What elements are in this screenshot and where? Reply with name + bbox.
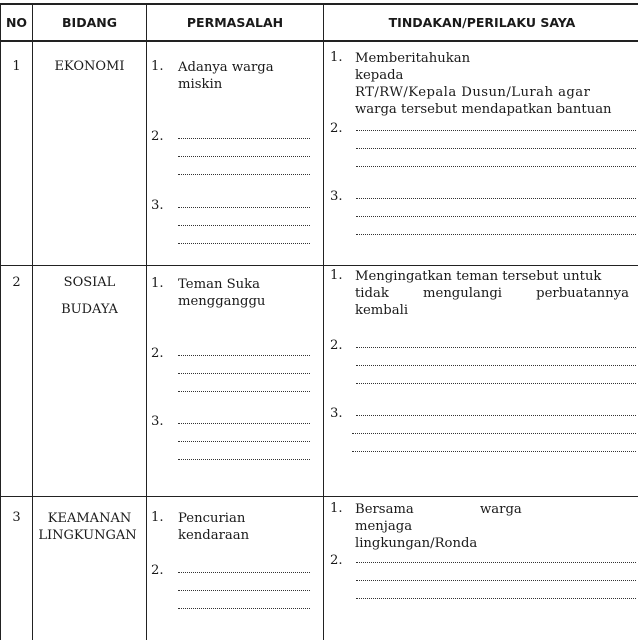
row1-bottom-border bbox=[0, 265, 638, 266]
row2-action-marker-1: 1. bbox=[330, 268, 343, 283]
row1-action-line: warga tersebut mendapatkan bantuan bbox=[355, 102, 612, 117]
row2-action-blank[interactable] bbox=[356, 364, 636, 366]
row1-action-blank[interactable] bbox=[356, 233, 636, 235]
row1-action-marker-2: 2. bbox=[330, 121, 343, 136]
row2-problem-marker-1: 1. bbox=[151, 276, 164, 291]
row1-bidang-line: EKONOMI bbox=[54, 59, 125, 74]
row1-problem-blank[interactable] bbox=[178, 206, 310, 208]
row2-action-blank[interactable] bbox=[356, 346, 636, 348]
col-divider-bidang bbox=[146, 3, 147, 640]
row1-problem-blank[interactable] bbox=[178, 137, 310, 139]
row1-problem-line: miskin bbox=[178, 77, 223, 92]
row1-problem-line: Adanya warga bbox=[178, 60, 274, 75]
row3-problem-blank[interactable] bbox=[178, 607, 310, 609]
row2-action-marker-3: 3. bbox=[330, 406, 343, 421]
row2-problem-marker-3: 3. bbox=[151, 414, 164, 429]
row3-problem-marker-1: 1. bbox=[151, 510, 164, 525]
row2-problem-blank[interactable] bbox=[178, 422, 310, 424]
row2-problem-blank[interactable] bbox=[178, 354, 310, 356]
row2-bottom-border bbox=[0, 496, 638, 497]
row1-problem-blank[interactable] bbox=[178, 224, 310, 226]
row2-action-line: tidak mengulangi perbuatannya bbox=[355, 286, 629, 301]
row1-bidang bbox=[33, 53, 146, 80]
row1-number: 1 bbox=[12, 59, 21, 74]
row1-problem-marker-1: 1. bbox=[151, 59, 164, 74]
row3-action-blank[interactable] bbox=[356, 561, 636, 563]
row2-problem-blank[interactable] bbox=[178, 372, 310, 374]
row3-action-blank[interactable] bbox=[356, 597, 636, 599]
worksheet-table bbox=[0, 3, 638, 640]
row3-action-line: lingkungan/Ronda bbox=[355, 536, 478, 551]
row1-problem-marker-2: 2. bbox=[151, 129, 164, 144]
row3-bidang-line: KEAMANAN bbox=[47, 511, 132, 526]
row3-number: 3 bbox=[12, 510, 21, 525]
row2-action-text bbox=[355, 268, 638, 319]
col-divider-permasalah bbox=[323, 3, 324, 640]
row2-bidang-line: BUDAYA bbox=[61, 302, 118, 317]
row2-problem-marker-2: 2. bbox=[151, 346, 164, 361]
row1-action-text bbox=[355, 50, 638, 118]
row1-action-marker-3: 3. bbox=[330, 189, 343, 204]
row3-problem-marker-2: 2. bbox=[151, 563, 164, 578]
header-bidang: BIDANG bbox=[62, 15, 117, 30]
header-bottom-border bbox=[0, 40, 638, 42]
row2-problem-line: Teman Suka bbox=[178, 277, 261, 292]
row3-problem-text bbox=[178, 510, 318, 544]
row3-problem-line: Pencurian bbox=[178, 511, 246, 526]
row2-action-marker-2: 2. bbox=[330, 338, 343, 353]
row2-bidang-line: SOSIAL bbox=[63, 275, 116, 290]
row1-action-blank[interactable] bbox=[356, 129, 636, 131]
row2-action-line: kembali bbox=[355, 303, 409, 318]
row1-action-blank[interactable] bbox=[356, 215, 636, 217]
row1-action-blank[interactable] bbox=[356, 147, 636, 149]
row2-action-blank[interactable] bbox=[356, 414, 636, 416]
row1-action-blank[interactable] bbox=[356, 197, 636, 199]
row3-problem-blank[interactable] bbox=[178, 589, 310, 591]
row2-bidang bbox=[33, 269, 146, 323]
row2-action-line: Mengingatkan teman tersebut untuk bbox=[355, 269, 602, 284]
row2-problem-blank[interactable] bbox=[178, 390, 310, 392]
table-left-border bbox=[0, 3, 1, 640]
row1-action-line: RT/RW/Kepala Dusun/Lurah agar bbox=[355, 85, 591, 100]
row1-action-word: Memberitahukan kepada bbox=[355, 51, 471, 83]
row2-problem-text bbox=[178, 276, 318, 310]
row3-action-text bbox=[355, 501, 638, 552]
row1-action-line bbox=[355, 50, 638, 84]
row3-action-marker-2: 2. bbox=[330, 553, 343, 568]
row2-problem-blank[interactable] bbox=[178, 458, 310, 460]
row3-action-marker-1: 1. bbox=[330, 501, 343, 516]
row1-problem-marker-3: 3. bbox=[151, 198, 164, 213]
row2-action-blank[interactable] bbox=[356, 382, 636, 384]
row1-problem-text bbox=[178, 59, 318, 93]
row1-problem-blank[interactable] bbox=[178, 173, 310, 175]
header-tindakan: TINDAKAN/PERILAKU SAYA bbox=[388, 15, 576, 30]
row3-problem-line: kendaraan bbox=[178, 528, 250, 543]
row1-problem-blank[interactable] bbox=[178, 242, 310, 244]
row1-action-blank[interactable] bbox=[356, 165, 636, 167]
row2-problem-blank[interactable] bbox=[178, 440, 310, 442]
header-no: NO bbox=[5, 15, 28, 30]
row2-action-blank[interactable] bbox=[352, 450, 636, 452]
row3-bidang-line: LINGKUNGAN bbox=[38, 528, 137, 543]
row2-action-blank[interactable] bbox=[352, 432, 636, 434]
row3-bidang bbox=[33, 510, 146, 544]
row2-problem-line: mengganggu bbox=[178, 294, 266, 309]
row1-problem-blank[interactable] bbox=[178, 155, 310, 157]
row2-number: 2 bbox=[12, 275, 21, 290]
row3-action-blank[interactable] bbox=[356, 579, 636, 581]
row3-problem-blank[interactable] bbox=[178, 571, 310, 573]
row3-action-line: Bersama warga menjaga bbox=[355, 502, 522, 534]
header-permasalah: PERMASALAH bbox=[186, 15, 284, 30]
row1-action-marker-1: 1. bbox=[330, 50, 343, 65]
